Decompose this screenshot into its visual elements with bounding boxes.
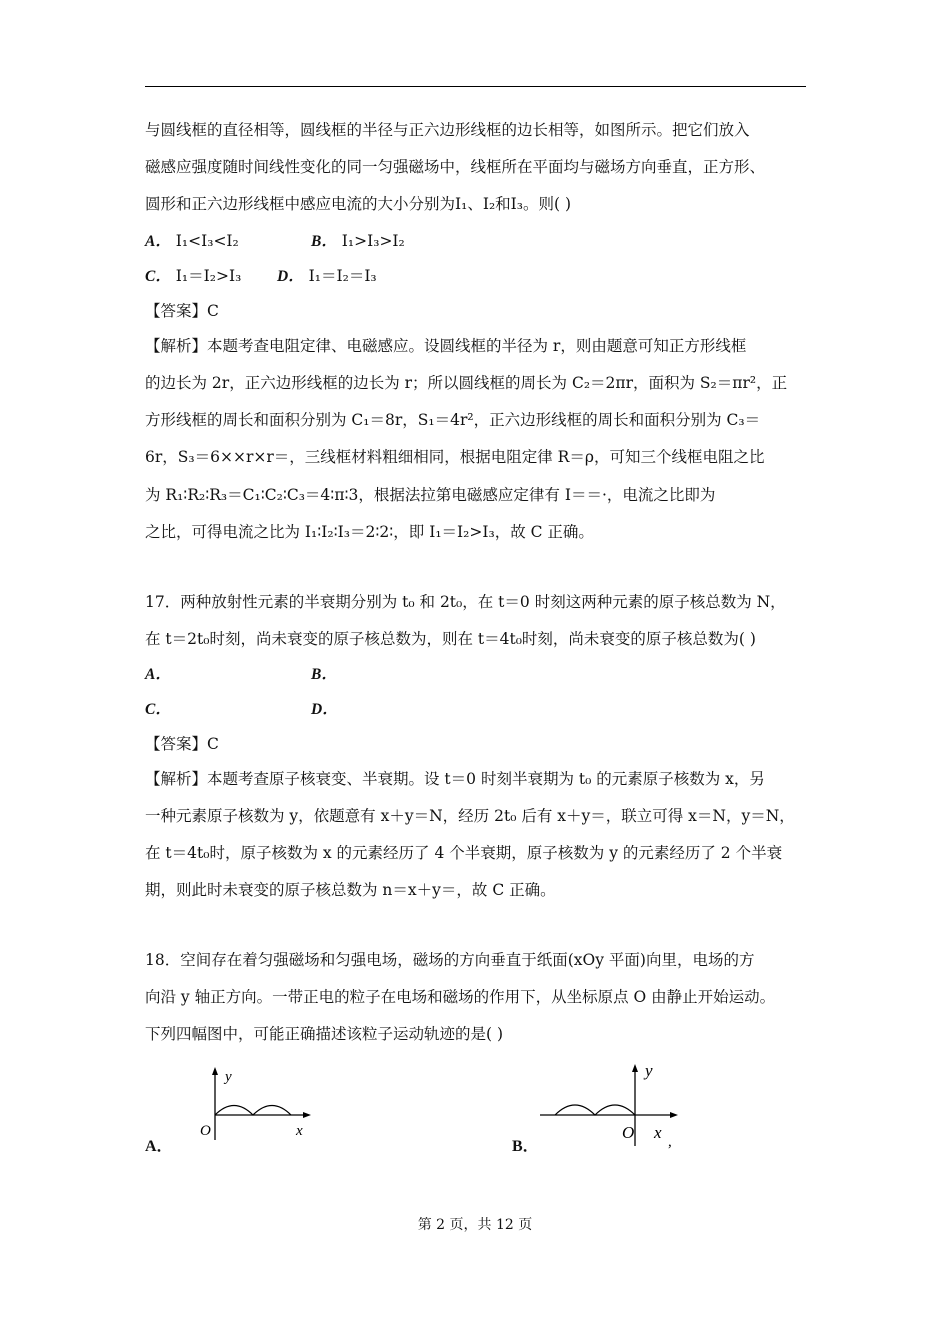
option-text: I₁<I₃<I₂: [175, 232, 239, 250]
q16-option-d: [277, 266, 377, 287]
q17-option-c: [145, 699, 171, 720]
q16-analysis-line: 【解析】本题考查电阻定律、电磁感应。设圆线框的半径为 r，则由题意可知正方形线框: [145, 337, 747, 355]
q16-answer: 【答案】C: [145, 302, 219, 320]
option-label: A．: [145, 666, 171, 683]
q16-option-b: [311, 231, 405, 252]
option-label: B．: [311, 233, 337, 250]
q17-option-b: [311, 664, 337, 685]
q17-stem-line: 在 t＝2t₀时刻，尚未衰变的原子核总数为，则在 t＝4t₀时刻，尚未衰变的原子核总数为( ): [145, 630, 756, 648]
figure-a-trajectory: [195, 1062, 320, 1147]
q17-option-a: [145, 664, 171, 685]
y-axis-label: y: [225, 1069, 232, 1085]
q16-analysis-line: 为 R₁∶R₂∶R₃＝C₁∶C₂∶C₃＝4∶π∶3，根据法拉第电磁感应定律有 I＝＝·，电流之比即为: [145, 486, 716, 504]
figure-a-label: A．: [145, 1138, 173, 1155]
q16-stem-line: 圆形和正六边形线框中感应电流的大小分别为I₁、I₂和I₃。则( ): [145, 195, 572, 213]
q16-option-c: [145, 266, 241, 287]
y-axis-arrow: [632, 1064, 638, 1072]
trailing-comma: ,: [668, 1134, 672, 1150]
x-axis-arrow: [670, 1112, 678, 1118]
q17-analysis-line: 期，则此时未衰变的原子核总数为 n＝x＋y＝，故 C 正确。: [145, 881, 556, 899]
q17-option-d: [311, 699, 338, 720]
x-axis-arrow: [303, 1112, 311, 1118]
q16-analysis-line: 方形线框的周长和面积分别为 C₁＝8r，S₁＝4r²，正六边形线框的周长和面积分别为 C₃＝: [145, 411, 761, 429]
x-axis-label: x: [654, 1123, 662, 1142]
option-label: D．: [277, 268, 304, 285]
figure-b-label: B．: [512, 1138, 539, 1155]
option-label: D．: [311, 701, 338, 718]
header-rule: [145, 86, 806, 87]
option-label: A．: [145, 233, 171, 250]
x-axis-label: x: [296, 1123, 303, 1139]
q16-analysis-line: 6r，S₃＝6××r×r＝，三线框材料粗细相同，根据电阻定律 R＝ρ，可知三个线框电阻之比: [145, 448, 765, 466]
figure-b-trajectory: [535, 1058, 685, 1153]
q18-stem-line: 向沿 y 轴正方向。一带正电的粒子在电场和磁场的作用下，从坐标原点 O 由静止开始运动。: [145, 988, 776, 1006]
origin-label: O: [622, 1123, 635, 1142]
trajectory-arcs: [555, 1105, 635, 1115]
q16-analysis-line: 之比，可得电流之比为 I₁∶I₂∶I₃＝2∶2∶，即 I₁＝I₂>I₃，故 C 正确。: [145, 523, 594, 541]
y-axis-label: y: [645, 1061, 653, 1080]
y-axis-arrow: [212, 1067, 218, 1075]
option-label: C．: [145, 268, 171, 285]
q17-stem-line: 17．两种放射性元素的半衰期分别为 t₀ 和 2t₀，在 t＝0 时刻这两种元素的原子核总数为 N，: [145, 593, 786, 611]
q16-stem-line: 与圆线框的直径相等，圆线框的半径与正六边形线框的边长相等，如图所示。把它们放入: [145, 121, 750, 139]
origin-label: O: [200, 1123, 211, 1139]
option-label: C．: [145, 701, 171, 718]
q16-analysis-line: 的边长为 2r，正六边形线框的边长为 r；所以圆线框的周长为 C₂＝2πr，面积为 S₂＝πr²，正: [145, 374, 788, 392]
option-text: I₁＝I₂>I₃: [175, 267, 242, 285]
q16-option-a: [145, 231, 239, 252]
q17-analysis-line: 【解析】本题考查原子核衰变、半衰期。设 t＝0 时刻半衰期为 t₀ 的元素原子核数为 x，另: [145, 770, 765, 788]
page-footer: 第 2 页，共 12 页: [417, 1217, 533, 1233]
option-label: B．: [311, 666, 337, 683]
q18-stem-line: 下列四幅图中，可能正确描述该粒子运动轨迹的是( ): [145, 1025, 504, 1043]
trajectory-arcs: [215, 1106, 291, 1116]
q17-analysis-line: 在 t＝4t₀时，原子核数为 x 的元素经历了 4 个半衰期，原子核数为 y 的元素经历了 2 个半衰: [145, 844, 783, 862]
q17-analysis-line: 一种元素原子核数为 y，依题意有 x＋y＝N，经历 2t₀ 后有 x＋y＝，联立可得 x＝N，y＝N，: [145, 807, 795, 825]
q17-answer: 【答案】C: [145, 735, 219, 753]
q18-stem-line: 18．空间存在着匀强磁场和匀强电场，磁场的方向垂直于纸面(xOy 平面)向里，电场的方: [145, 951, 755, 969]
q16-stem-line: 磁感应强度随时间线性变化的同一匀强磁场中，线框所在平面均与磁场方向垂直，正方形、: [145, 158, 766, 176]
option-text: I₁＝I₂＝I₃: [308, 267, 377, 285]
option-text: I₁>I₃>I₂: [341, 232, 405, 250]
